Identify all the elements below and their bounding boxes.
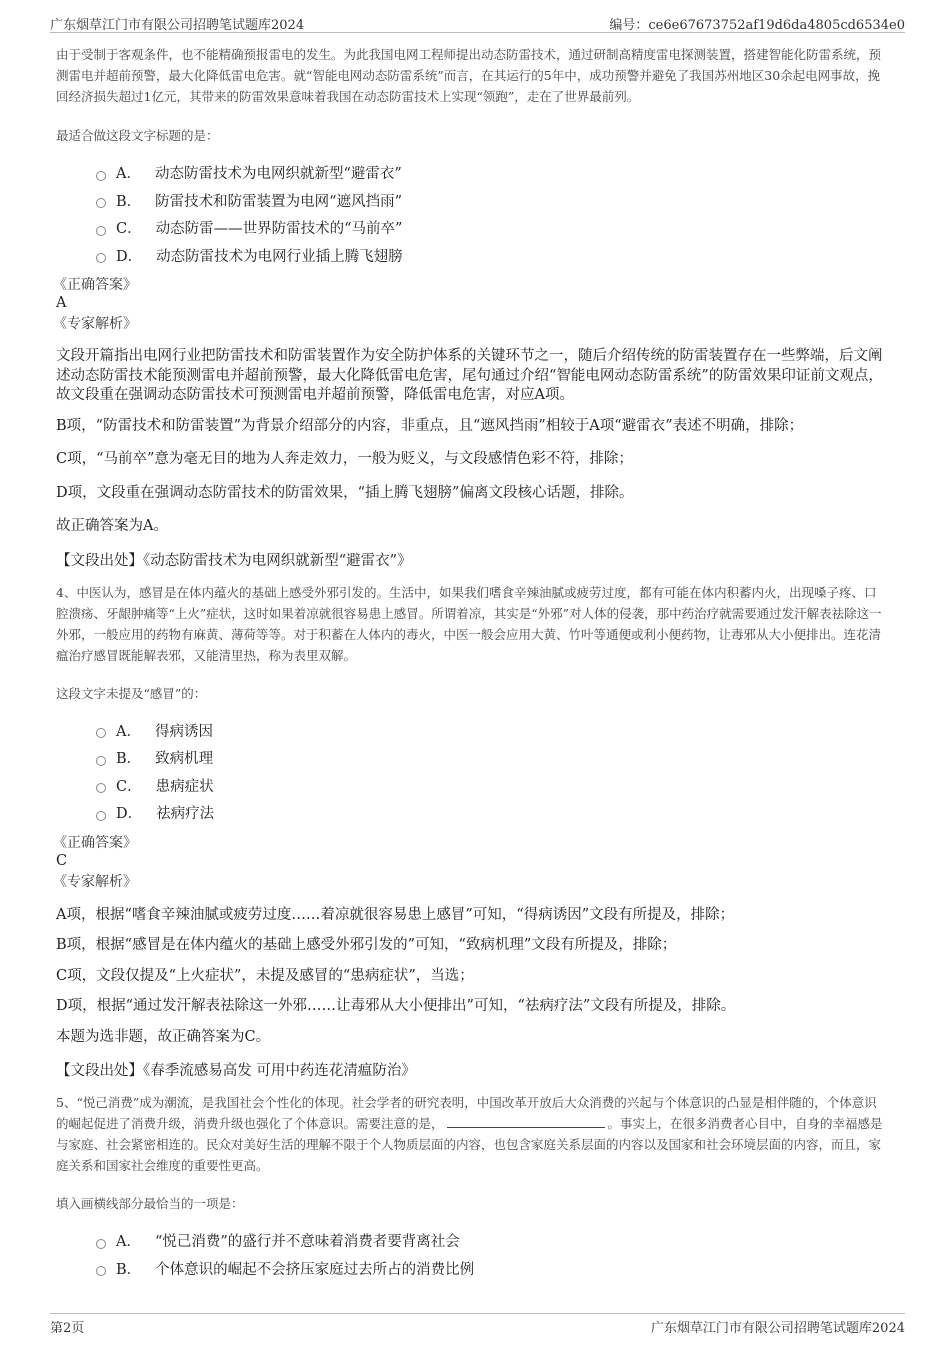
radio-icon[interactable] (96, 783, 106, 793)
q4-option-c[interactable]: C． 患病症状 (96, 772, 888, 800)
q3-analysis-b: B项，“防雷技术和防雷装置”为背景介绍部分的内容，非重点，且“遮风挡雨”相较于A项“避雷衣”表述不明确，排除； (56, 417, 804, 434)
q3-option-a[interactable]: A． 动态防雷技术为电网织就新型“避雷衣” (96, 159, 888, 187)
radio-icon[interactable] (96, 756, 106, 766)
page-header (50, 10, 905, 33)
q4-analysis-c: C项，文段仅提及“上火症状”，未提及感冒的“患病症状”，当选； (56, 967, 474, 984)
q4-options (96, 717, 888, 827)
q4-analysis-a: A项，根据“嗜食辛辣油腻或疲劳过度……着凉就很容易患上感冒”可知，“得病诱因”文段有所提及，排除； (56, 906, 735, 923)
q4-analysis-b: B项，根据“感冒是在体内蕴火的基础上感受外邪引发的”可知，“致病机理”文段有所提及，排除； (56, 937, 677, 953)
q4-passage: 4、中医认为，感冒是在体内蕴火的基础上感受外邪引发的。生活中，如果我们嗜食辛辣油腻或疲劳过度，都有可能在体内积蓄内火，出现嗓子疼、口腔溃疡、牙龈肿痛等“上火”症状，这时如果着凉就很容易患上感冒。所谓着凉，其实是“外邪”对人体的侵袭，那中药治疗就需要通过发汗解表祛除这一外邪，一般应用的药物有麻黄、薄荷等等。对于积蓄在人体内的毒火，中医一般会应用大黄、竹叶等通便或利小便药物，让毒邪从大小便排出。连花清瘟治疗感冒既能解表邪，又能清里热，称为表里双解。 (56, 584, 882, 663)
q3-prompt: 最适合做这段文字标题的是： (56, 128, 219, 143)
q4-answer: C (56, 852, 68, 869)
q5-option-b[interactable]: B． 个体意识的崛起不会挤压家庭过去所占的消费比例 (96, 1255, 888, 1283)
q4-prompt: 这段文字未提及“感冒”的： (56, 685, 207, 701)
q4-source: 【文段出处】《春季流感易高发 可用中药连花清瘟防治》 (56, 1063, 416, 1079)
q3-option-d[interactable]: D． 动态防雷技术为电网行业插上腾飞翅膀 (96, 242, 888, 270)
q4-option-d[interactable]: D． 祛病疗法 (96, 799, 888, 827)
page-number: 第2页 (50, 1321, 85, 1336)
radio-icon[interactable] (96, 728, 106, 738)
header-doc-id: 编号：ce6e67673752af19d6da4805cd6534e0 (609, 18, 905, 33)
radio-icon[interactable] (96, 811, 106, 821)
q4-analysis-label: 《专家解析》 (53, 873, 137, 890)
radio-icon[interactable] (96, 1266, 106, 1276)
q4-option-a[interactable]: A． 得病诱因 (96, 717, 888, 745)
radio-icon[interactable] (96, 226, 106, 236)
q3-analysis-c: C项，“马前卒”意为毫无目的地为人奔走效力，一般为贬义，与文段感情色彩不符，排除； (56, 451, 633, 467)
radio-icon[interactable] (96, 198, 106, 208)
q3-passage: 由于受制于客观条件，也不能精确预报雷电的发生。为此我国电网工程师提出动态防雷技术，通过研制高精度雷电探测装置，搭建智能化防雷系统，预测雷电并超前预警，最大化降低雷电危害。就“智能电网动态防雷系统”而言，在其运行的5年中，成功预警并避免了我国苏州地区30余起电网事故，挽回经济损失超过1亿元，其带来的防雷效果意味着我国在动态防雷技术上实现“领跑”，走在了世界最前列。 (56, 47, 882, 104)
header-title: 广东烟草江门市有限公司招聘笔试题库2024 (50, 18, 305, 33)
page-content (53, 44, 888, 1282)
q4-option-b[interactable]: B． 致病机理 (96, 744, 888, 772)
q3-analysis-d: D项，文段重在强调动态防雷技术的防雷效果，“插上腾飞翅膀”偏离文段核心话题，排除。 (56, 484, 634, 501)
q4-analysis-d: D项，根据“通过发汗解表祛除这一外邪……让毒邪从大小便排出”可知，“祛病疗法”文段有所提及，排除。 (56, 998, 736, 1014)
q4-answer-label: 《正确答案》 (53, 834, 137, 851)
q5-options (96, 1227, 888, 1282)
fill-blank (447, 1115, 605, 1128)
q5-prompt: 填入画横线部分最恰当的一项是： (56, 1196, 244, 1211)
radio-icon[interactable] (96, 253, 106, 263)
q5-option-a[interactable]: A． “悦己消费”的盛行并不意味着消费者要背离社会 (96, 1227, 888, 1255)
q4-conclusion: 本题为选非题，故正确答案为C。 (56, 1028, 271, 1045)
radio-icon[interactable] (96, 171, 106, 181)
page-footer (50, 1313, 905, 1336)
q3-source: 【文段出处】《动态防雷技术为电网织就新型“避雷衣”》 (56, 552, 412, 569)
q3-option-c[interactable]: C． 动态防雷——世界防雷技术的“马前卒” (96, 214, 888, 242)
radio-icon[interactable] (96, 1239, 106, 1249)
q5-passage: 5、“悦己消费”成为潮流，是我国社会个性化的体现。社会学者的研究表明，中国改革开放后大众消费的兴起与个体意识的凸显是相伴随的，个体意识的崛起促进了消费升级，消费升级也强化了个体意识。需要注意的是， 。事实上，在很多消费者心目中，自身的幸福感是与家庭、社会紧密相连的。民众对美好生活的理解不限于个人物质层面的内容，也包含家庭关系层面的内容以及国家和社会环境层面的内容，而且，家庭关系和国家社会维度的重要性更高。 (56, 1095, 883, 1173)
q3-answer: A (56, 295, 67, 311)
footer-title: 广东烟草江门市有限公司招聘笔试题库2024 (650, 1321, 905, 1336)
q3-analysis-label: 《专家解析》 (53, 316, 137, 332)
q3-options (96, 159, 888, 269)
q3-analysis-main: 文段开篇指出电网行业把防雷技术和防雷装置作为安全防护体系的关键环节之一，随后介绍传统的防雷装置存在一些弊端，后文阐述动态防雷技术能预测雷电并超前预警，最大化降低雷电危害，尾句通过介绍“智能电网动态防雷系统”的防雷效果印证前文观点，故文段重在强调动态防雷技术可预测雷电并超前预警，降低雷电危害，对应A项。 (56, 348, 883, 403)
q3-option-b[interactable]: B． 防雷技术和防雷装置为电网“遮风挡雨” (96, 187, 888, 215)
q3-answer-label: 《正确答案》 (53, 277, 137, 293)
q3-conclusion: 故正确答案为A。 (56, 518, 168, 534)
